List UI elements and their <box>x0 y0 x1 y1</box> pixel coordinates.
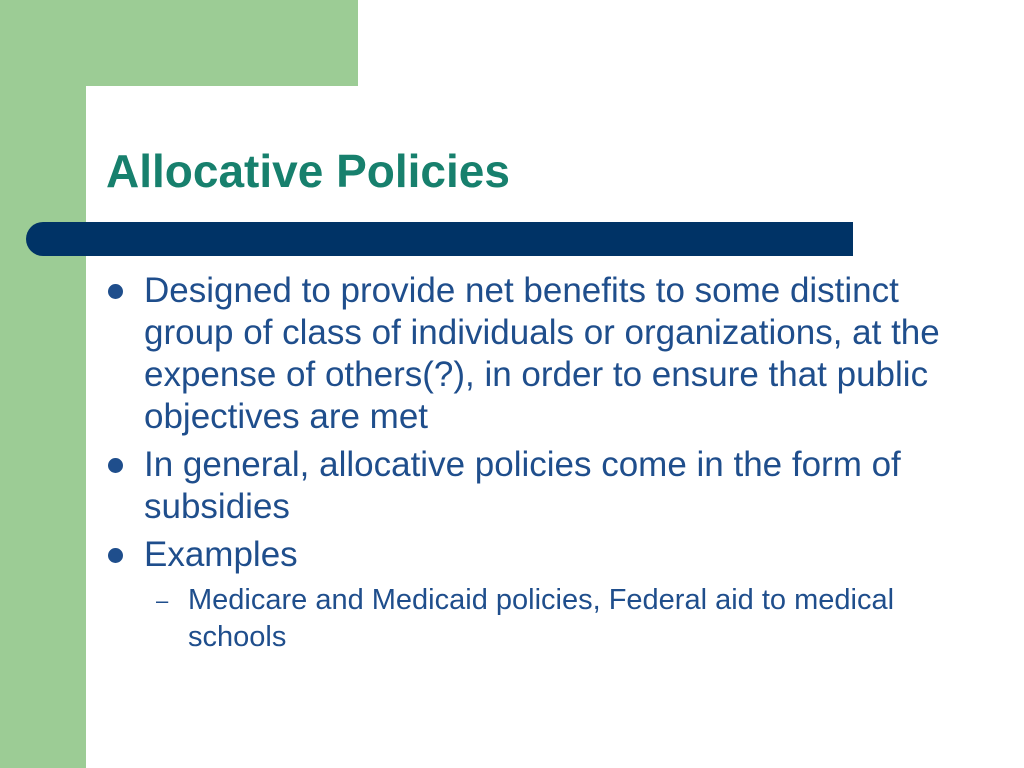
bullet-dot-icon <box>108 284 123 299</box>
title-underline-bar <box>26 222 853 256</box>
dash-icon: – <box>156 588 169 613</box>
bullet-item <box>106 270 986 438</box>
sub-bullet-item <box>106 582 986 656</box>
bullet-text: Designed to provide net benefits to some distinct group of class of individuals or organizations, at the expense of others(?), in order to ensure that public objectives are met <box>144 271 940 436</box>
bullet-dot-icon <box>108 548 123 563</box>
bullet-text: In general, allocative policies come in the form of subsidies <box>144 445 901 526</box>
slide-title: Allocative Policies <box>106 145 510 197</box>
bullet-text: Examples <box>144 535 298 574</box>
sub-bullet-text: Medicare and Medicaid policies, Federal aid to medical schools <box>188 584 895 653</box>
bullet-item <box>106 444 986 528</box>
slide-body <box>106 270 986 656</box>
bullet-item <box>106 534 986 576</box>
bullet-dot-icon <box>108 458 123 473</box>
top-accent-block <box>0 0 358 86</box>
left-accent-strip <box>0 0 86 768</box>
